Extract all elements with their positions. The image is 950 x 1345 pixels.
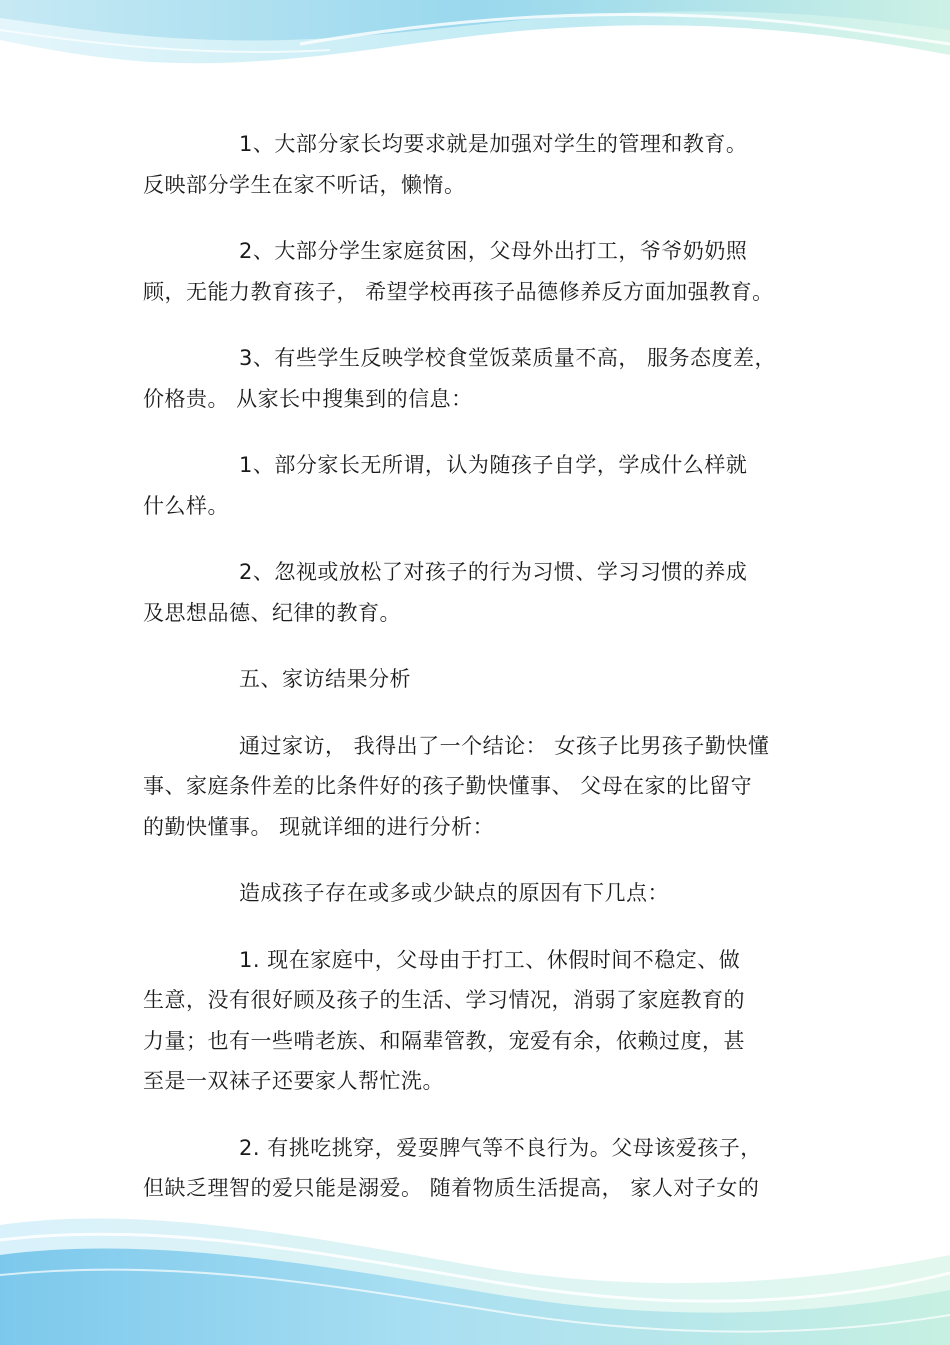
text-line: 3、有些学生反映学校食堂饭菜质量不高， 服务态度差， (239, 346, 777, 370)
paragraph (143, 1128, 803, 1209)
text-line: 事、家庭条件差的比条件好的孩子勤快懂事、 父母在家的比留守 (143, 774, 753, 798)
paragraph (143, 445, 803, 526)
text-line: 生意，没有很好顾及孩子的生活、学习情况，消弱了家庭教育的 (143, 988, 745, 1012)
paragraph (143, 124, 803, 205)
text-line: 反映部分学生在家不听话，懒惰。 (143, 172, 466, 197)
text-line: 的勤快懂事。 现就详细的进行分析： (143, 814, 495, 839)
paragraph (143, 873, 803, 914)
document-body (143, 124, 803, 1235)
paragraph (143, 940, 803, 1102)
section-heading (143, 659, 803, 700)
paragraph (143, 726, 803, 848)
text-line: 及思想品德、纪律的教育。 (143, 600, 401, 625)
paragraph (143, 231, 803, 312)
text-line: 2、大部分学生家庭贫困，父母外出打工，爷爷奶奶照 (239, 239, 748, 263)
text-line: 2. 有挑吃挑穿，爱耍脾气等不良行为。父母该爱孩子， (239, 1135, 762, 1160)
section-heading-text: 五、家访结果分析 (239, 667, 411, 691)
text-line: 1. 现在家庭中，父母由于打工、休假时间不稳定、做 (239, 947, 741, 972)
text-line: 至是一双袜子还要家人帮忙洗。 (143, 1069, 444, 1093)
text-line: 什么样。 (143, 493, 229, 518)
text-line: 顾，无能力教育孩子， 希望学校再孩子品德修养反方面加强教育。 (143, 279, 774, 304)
text-line: 1、大部分家长均要求就是加强对学生的管理和教育。 (239, 132, 748, 156)
paragraph (143, 338, 803, 419)
text-line: 1、部分家长无所谓，认为随孩子自学，学成什么样就 (239, 453, 748, 477)
text-line: 价格贵。 从家长中搜集到的信息： (143, 386, 473, 411)
text-line: 通过家访， 我得出了一个结论： 女孩子比男孩子勤快懂 (239, 733, 770, 758)
text-line: 力量；也有一些啃老族、和隔辈管教，宠爱有余，依赖过度，甚 (143, 1028, 745, 1053)
top-wave-decoration (0, 0, 950, 110)
paragraph (143, 552, 803, 633)
text-line: 2、忽视或放松了对孩子的行为习惯、学习习惯的养成 (239, 560, 748, 584)
text-line: 但缺乏理智的爱只能是溺爱。 随着物质生活提高， 家人对子女的 (143, 1176, 760, 1200)
text-line: 造成孩子存在或多或少缺点的原因有下几点： (239, 881, 669, 905)
